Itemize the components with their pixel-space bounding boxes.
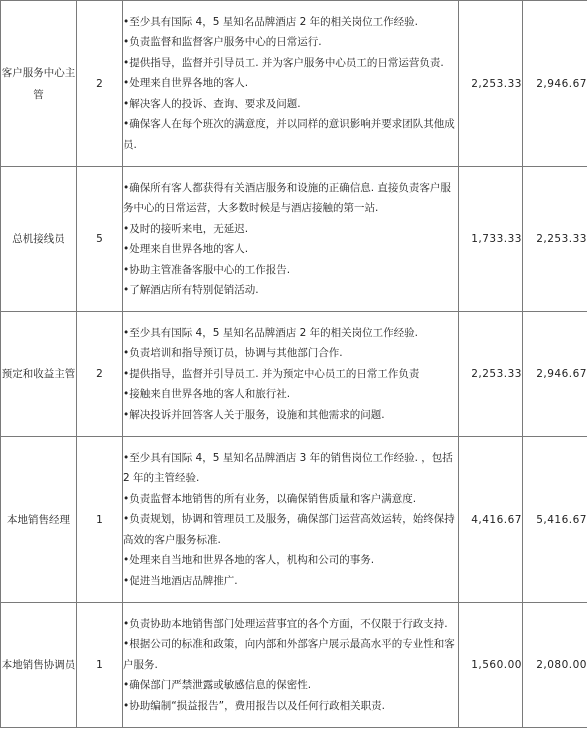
duty-item: •至少具有国际 4，5 星知名品牌酒店 2 年的相关岗位工作经验. bbox=[123, 15, 418, 28]
duty-item: •至少具有国际 4，5 星知名品牌酒店 3 年的销售岗位工作经验. ，包括 2 年的主管经验. bbox=[123, 451, 453, 485]
duty-item: •提供指导，监督并引导员工. 并为客户服务中心员工的日常运营负责. bbox=[123, 56, 444, 69]
headcount: 2 bbox=[77, 312, 123, 437]
duty-item: •负责监督本地销售的所有业务，以确保销售质量和客户满意度. bbox=[123, 492, 417, 505]
position-title: 本地销售协调员 bbox=[1, 603, 77, 728]
salary-high: 2,946.67 bbox=[523, 1, 587, 167]
duty-item: •确保部门严禁泄露或敏感信息的保密性. bbox=[123, 679, 312, 692]
salary-high: 2,080.00 bbox=[523, 603, 587, 728]
job-duties bbox=[123, 437, 459, 603]
duty-item: •解决投诉并回答客人关于服务，设施和其他需求的问题. bbox=[123, 408, 385, 421]
duty-item: •负责规划，协调和管理员工及服务，确保部门运营高效运转，始终保持高效的客户服务标准. bbox=[123, 513, 455, 546]
duty-item: •处理来自世界各地的客人. bbox=[123, 77, 249, 90]
salary-low: 2,253.33 bbox=[459, 312, 523, 437]
duty-item: •促进当地酒店品牌推广. bbox=[123, 574, 238, 587]
salary-low: 1,733.33 bbox=[459, 167, 523, 312]
duty-item: •负责监督和监督客户服务中心的日常运行. bbox=[123, 36, 322, 49]
salary-low: 2,253.33 bbox=[459, 1, 523, 167]
duty-item: •负责培训和指导预订员，协调与其他部门合作. bbox=[123, 347, 343, 360]
position-title: 本地销售经理 bbox=[1, 437, 77, 603]
duty-item: •根据公司的标准和政策，向内部和外部客户展示最高水平的专业性和客户服务. bbox=[123, 638, 455, 671]
table-row bbox=[1, 437, 587, 603]
table-body bbox=[1, 1, 587, 728]
duty-item: •确保所有客人都获得有关酒店服务和设施的正确信息. 直接负责客户服务中心的日常运营，大多数时候是与酒店接触的第一站. bbox=[123, 181, 451, 214]
position-title: 总机接线员 bbox=[1, 167, 77, 312]
table-row bbox=[1, 1, 587, 167]
salary-low: 4,416.67 bbox=[459, 437, 523, 603]
position-title: 客户服务中心主管 bbox=[1, 1, 77, 167]
salary-high: 5,416.67 bbox=[523, 437, 587, 603]
salary-high: 2,253.33 bbox=[523, 167, 587, 312]
duty-item: •提供指导，监督并引导员工. 并为预定中心员工的日常工作负责 bbox=[123, 367, 420, 380]
duty-item: •协助编制“损益报告”，费用报告以及任何行政相关职责. bbox=[123, 699, 385, 712]
headcount: 5 bbox=[77, 167, 123, 312]
position-title: 预定和收益主管 bbox=[1, 312, 77, 437]
duty-item: •处理来自当地和世界各地的客人，机构和公司的事务. bbox=[123, 554, 375, 567]
duty-item: •解决客人的投诉、查询、要求及问题. bbox=[123, 97, 301, 110]
job-duties bbox=[123, 167, 459, 312]
duty-item: •至少具有国际 4，5 星知名品牌酒店 2 年的相关岗位工作经验. bbox=[123, 326, 418, 339]
headcount: 2 bbox=[77, 1, 123, 167]
duty-item: •处理来自世界各地的客人. bbox=[123, 243, 249, 255]
duty-item: •接触来自世界各地的客人和旅行社. bbox=[123, 388, 291, 401]
job-duties bbox=[123, 1, 459, 167]
table-row bbox=[1, 312, 587, 437]
headcount: 1 bbox=[77, 437, 123, 603]
duty-item: •确保客人在每个班次的满意度，并以同样的意识影响并要求团队其他成员. bbox=[123, 118, 455, 151]
salary-high: 2,946.67 bbox=[523, 312, 587, 437]
table-row bbox=[1, 603, 587, 728]
job-duties bbox=[123, 312, 459, 437]
duty-item: •协助主管准备客服中心的工作报告. bbox=[123, 263, 291, 276]
table-row bbox=[1, 167, 587, 312]
duty-item: •及时的接听来电，无延迟. bbox=[123, 222, 249, 235]
job-duties bbox=[123, 603, 459, 728]
duty-item: •了解酒店所有特别促销活动. bbox=[123, 284, 259, 296]
salary-low: 1,560.00 bbox=[459, 603, 523, 728]
headcount: 1 bbox=[77, 603, 123, 728]
duty-item: •负责协助本地销售部门处理运营事宜的各个方面，不仅限于行政支持. bbox=[123, 617, 448, 630]
